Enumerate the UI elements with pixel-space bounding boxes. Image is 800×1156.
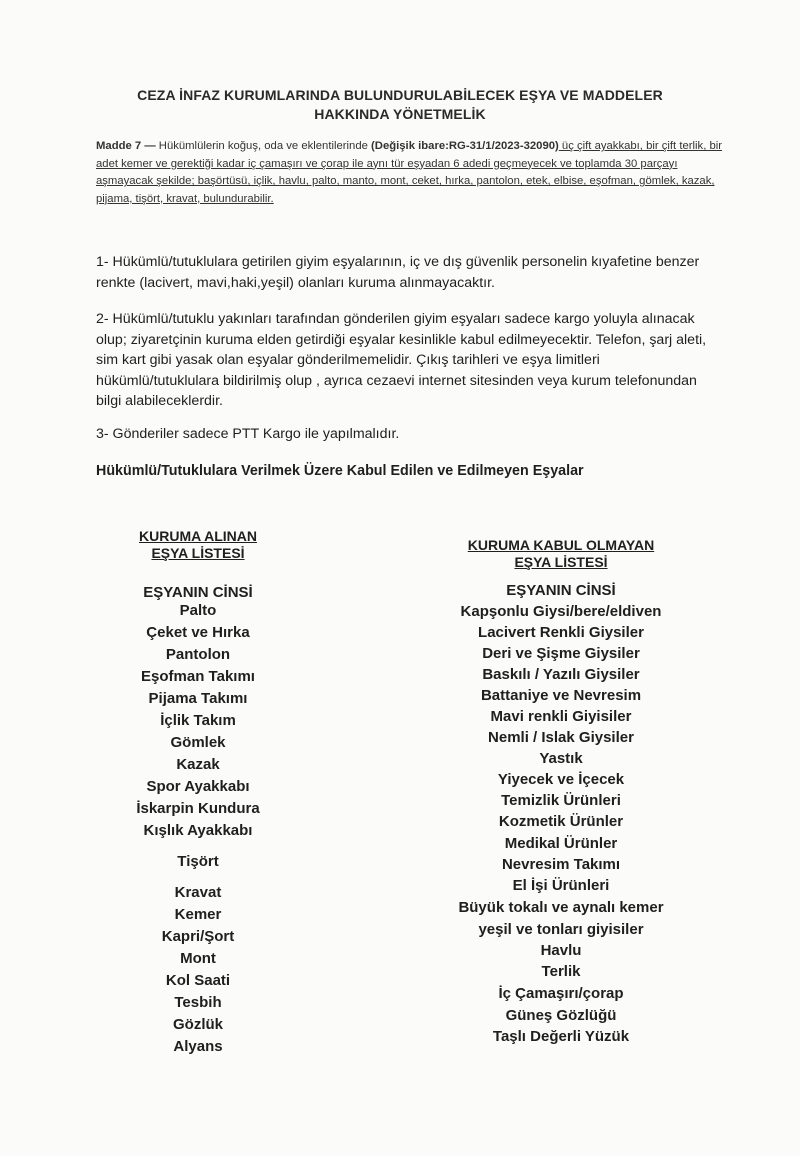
rejected-item: Lacivert Renkli Giysiler [478,624,644,641]
document-title [60,86,740,124]
madde-7-paragraph [96,138,736,208]
paragraph-1: 1- Hükümlü/tutuklulara getirilen giyim eşyalarının, iç ve dış güvenlik personelin kıyafetine benzer renkte (lacivert, mavi,haki,yeşil) olanları kuruma alınmayacaktır. [96,254,700,291]
accepted-item: Kravat [174,884,222,901]
rejected-heading-line-2: EŞYA LİSTESİ [514,554,608,570]
rejected-item: İç Çamaşırı/çorap [498,985,624,1002]
accepted-item: Alyans [173,1038,223,1055]
rejected-item: Yiyecek ve İçecek [497,771,625,788]
rejected-item: Nemli / Islak Giysiler [488,729,634,746]
rejected-heading-line-1: KURUMA KABUL OLMAYAN [467,537,655,553]
rejected-item: Yastık [539,750,583,767]
accepted-item: Kazak [176,756,220,773]
accepted-item: Spor Ayakkabı [146,778,250,795]
madde-underlined-text: üç çift ayakkabı, bir çift terlik, bir adet kemer ve gerektiği kadar iç çamaşırı ve çorap ile aynı tür eşyadan 6 adedi geçmeyecek ve toplamda 30 parçayı aşmayacak şekilde; başörtüsü, içlik, havlu, palto, manto, mont, ceket, hırka, pantolon, etek, elbise, eşofman, gömlek, kazak, pijama, tişört, kravat, bulundurabilir. [96,140,723,205]
accepted-item: Kışlık Ayakkabı [143,822,253,839]
rejected-item: Büyük tokalı ve aynalı kemer [458,899,664,916]
accepted-item: Palto [179,602,217,619]
accepted-item: Gözlük [172,1016,223,1033]
paragraph-3: 3- Gönderiler sadece PTT Kargo ile yapılmalıdır. [96,426,400,442]
accepted-subheading: EŞYANIN CİNSİ [143,584,253,601]
rejected-item: Medikal Ürünler [504,835,618,852]
accepted-heading-line-2: EŞYA LİSTESİ [151,545,245,561]
rejected-subheading: EŞYANIN CİNSİ [506,582,616,599]
accepted-item: Tişört [177,853,219,870]
rejected-item: Taşlı Değerli Yüzük [492,1028,630,1045]
rejected-item: Güneş Gözlüğü [505,1007,617,1024]
madde-label: Madde 7 — [96,140,156,152]
accepted-item: Pantolon [165,646,231,663]
accepted-item: İskarpin Kundura [136,800,260,817]
accepted-item: Eşofman Takımı [141,668,255,685]
rejected-item: Battaniye ve Nevresim [480,687,642,704]
accepted-item: Kemer [174,906,222,923]
accepted-item: İçlik Takım [160,712,236,729]
section-heading: Hükümlü/Tutuklulara Verilmek Üzere Kabul Edilen ve Edilmeyen Eşyalar [96,463,584,479]
accepted-item: Çeket ve Hırka [146,624,250,641]
rejected-item: Baskılı / Yazılı Giysiler [482,666,640,683]
title-line-2: HAKKINDA YÖNETMELİK [314,106,486,122]
rejected-item: Kapşonlu Giysi/bere/eldiven [460,603,662,620]
accepted-item: Gömlek [170,734,226,751]
rejected-item: Nevresim Takımı [501,856,621,873]
change-note: (Değişik ibare:RG-31/1/2023-32090) [371,140,559,152]
rejected-item: Havlu [540,942,582,959]
accepted-item: Kapri/Şort [161,928,235,945]
accepted-item: Tesbih [174,994,222,1011]
paragraph-2: 2- Hükümlü/tutuklu yakınları tarafından gönderilen giyim eşyaları sadece kargo yoluyla alınacak olup; ziyaretçinin kuruma elden getirdiği eşyalar kesinlikle kabul edilmeyecektir. Telefon, şarj aleti, sim kart gibi yasak olan eşyalar gönderilmemelidir. Çıkış tarihleri ve eşya limitleri hükümlü/tutuklulara bildirilmiş olup , ayrıca cezaevi internet sitesinden veya kurum telefonundan bilgi alabileceklerdir. [96,311,707,409]
madde-text: Hükümlülerin koğuş, oda ve eklentilerinde [155,140,372,152]
rejected-item: yeşil ve tonları giyisiler [478,921,644,938]
accepted-item: Kol Saati [165,972,231,989]
rejected-item: Mavi renkli Giyisiler [490,708,632,725]
rejected-item: Terlik [541,963,581,980]
accepted-heading-line-1: KURUMA ALINAN [139,528,257,544]
rejected-item: El İşi Ürünleri [512,877,610,894]
title-line-1: CEZA İNFAZ KURUMLARINDA BULUNDURULABİLECEK EŞYA VE MADDELER [137,87,663,103]
rejected-item: Temizlik Ürünleri [501,792,621,809]
accepted-item: Mont [180,950,216,967]
accepted-item: Pijama Takımı [148,690,248,707]
rejected-item: Kozmetik Ürünler [498,813,624,830]
rejected-item: Deri ve Şişme Giysiler [482,645,640,662]
